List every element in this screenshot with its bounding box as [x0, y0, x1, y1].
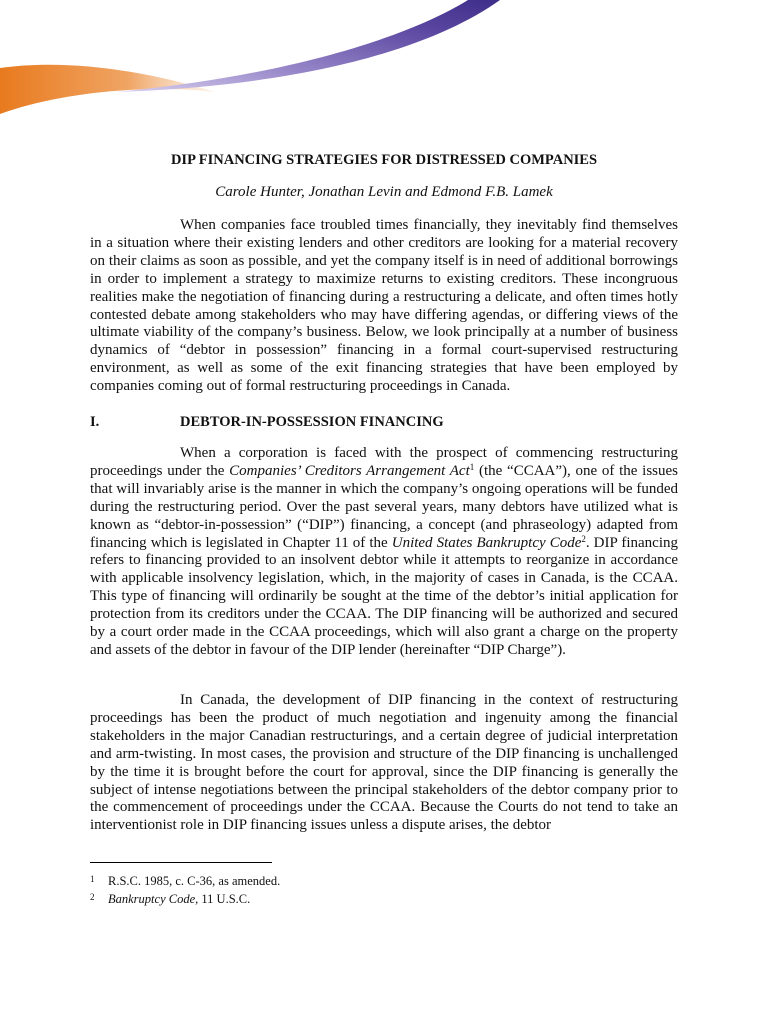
- header-swoosh-graphic: [0, 0, 768, 120]
- orange-swoosh-shape: [0, 65, 215, 114]
- document-title: DIP FINANCING STRATEGIES FOR DISTRESSED COMPANIES: [170, 152, 598, 168]
- footnote-2: [90, 891, 678, 907]
- footnote-1: [90, 873, 678, 889]
- canada-paragraph: In Canada, the development of DIP financing in the context of restructuring proceedings has been the product of much negotiation and ingenuity among the financial stakeholders in the major Canadian restructurings, and a certain degree of judicial interpretation and arm-twisting. In most cases, the provision and structure of the DIP financing is unchallenged by the time it is brought before the court for approval, since the DIP financing is generally the subject of intense negotiations between the principal stakeholders of the debtor company prior to the commencement of proceedings under the CCAA. Because the Courts do not tend to take an interventionist role in DIP financing issues unless a dispute arises, the debtor: [90, 692, 678, 834]
- footnote-2-italic: Bankruptcy Code: [108, 892, 196, 906]
- dip-paragraph: [90, 445, 678, 660]
- purple-swoosh-shape: [115, 0, 500, 92]
- footnote-separator: [90, 862, 272, 863]
- footnote-1-text: R.S.C. 1985, c. C-36, as amended.: [108, 874, 281, 888]
- act-name: Companies’ Creditors Arrangement Act: [229, 462, 470, 479]
- dip-paragraph-text-a: When a corporation is faced with the prospect of commencing restructuring proceedings under the: [90, 445, 678, 479]
- footnote-2-text: , 11 U.S.C.: [195, 892, 251, 906]
- footnote-1-number: 1: [90, 874, 95, 884]
- section-heading: [90, 413, 678, 431]
- footnote-ref-2[interactable]: 2: [581, 533, 586, 544]
- code-name: United States Bankruptcy Code: [391, 534, 582, 551]
- section-number: I.: [90, 414, 100, 430]
- dip-paragraph-text-c: . DIP financing refers to financing provided to an insolvent debtor while it attempts to reorganize in accordance with applicable insolvency legislation, which, in the majority of cases in Canada, is the CCAA. This type of financing will ordinarily be sought at the time of the debtor’s initial application for protection from its creditors under the CCAA. The DIP financing will be authorized and secured by a court order made in the CCAA proceedings, which will also grant a charge on the property and assets of the debtor in favour of the DIP lender (hereinafter “DIP Charge”).: [90, 534, 678, 658]
- footnote-2-number: 2: [90, 892, 95, 902]
- intro-paragraph: When companies face troubled times financially, they inevitably find themselves in a situation where their existing lenders and other creditors are looking for a material recovery on their claims as soon as possible, and yet the company itself is in need of additional borrowings in order to implement a strategy to maximize returns to existing creditors. These incongruous realities make the negotiation of financing during a restructuring a delicate, and often times hotly contested debate among stakeholders who may have differing agendas, or differing views of the ultimate viability of the company’s business. Below, we look principally at a number of business dynamics of “debtor in possession” financing in a formal court-supervised restructuring environment, as well as some of the exit financing strategies that have been employed by companies coming out of formal restructuring proceedings in Canada.: [90, 217, 678, 395]
- section-title: DEBTOR-IN-POSSESSION FINANCING: [180, 414, 444, 430]
- document-authors: Carole Hunter, Jonathan Levin and Edmond F.B. Lamek: [215, 184, 553, 200]
- dip-paragraph-text-b: (the “CCAA”), one of the issues that will invariably arise is the manner in which the company’s ongoing operations will be funded during the restructuring period. Over the past several years, many debtors have utilized what is known as “debtor-in-possession” (“DIP”) financing, a concept (and phraseology) adapted from financing which is legislated in Chapter 11 of the: [90, 462, 679, 551]
- footnote-ref-1[interactable]: 1: [469, 461, 475, 472]
